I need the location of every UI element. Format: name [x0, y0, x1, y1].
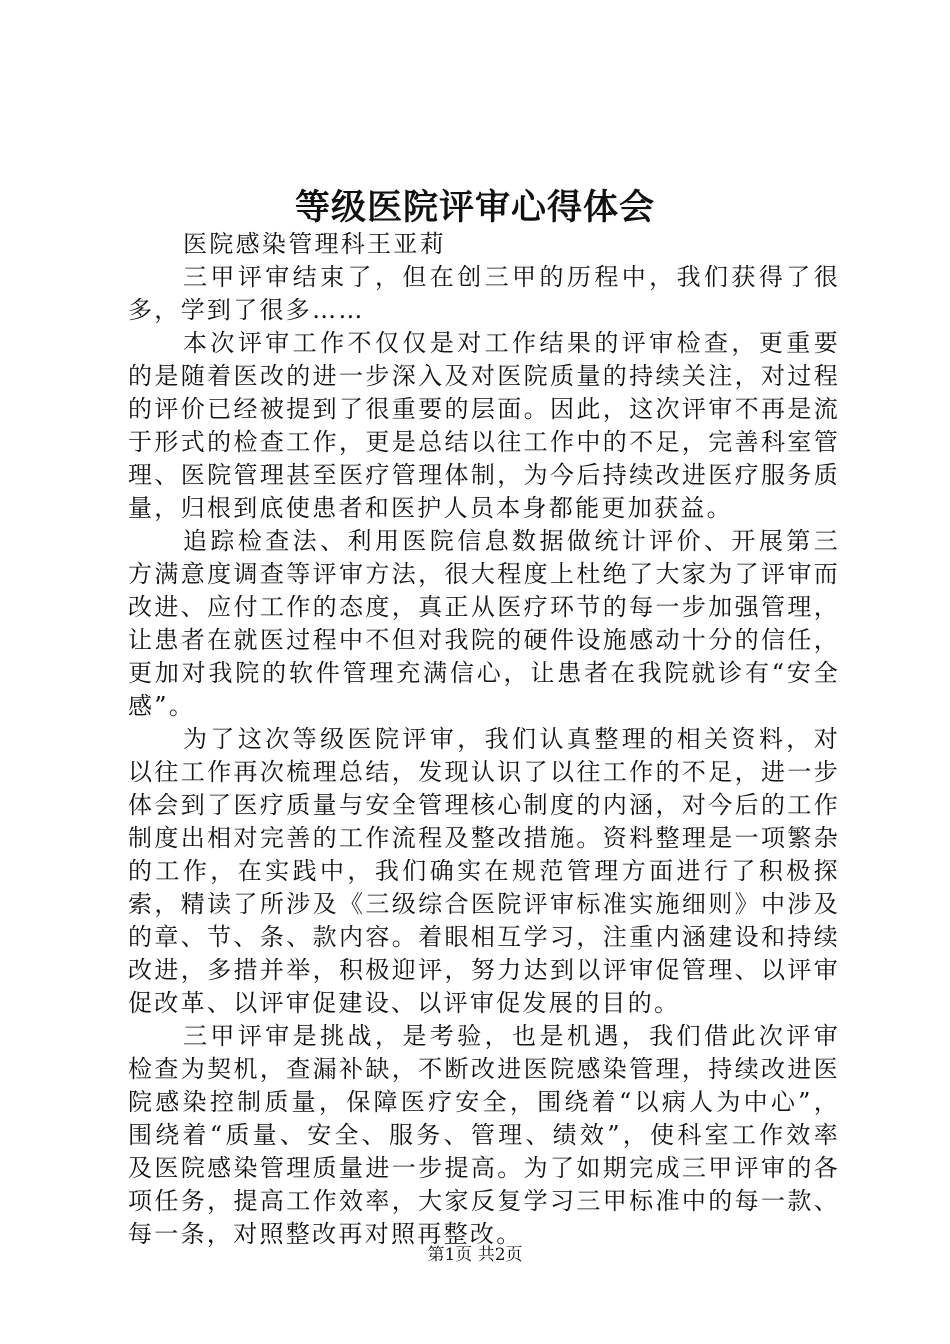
author-line: 医院感染管理科王亚莉: [183, 230, 446, 258]
paragraph: 三甲评审结束了，但在创三甲的历程中，我们获得了很多，学到了很多……: [128, 263, 840, 324]
paragraph: 本次评审工作不仅仅是对工作结果的评审检查，更重要的是随着医改的进一步深入及对医院质量的持续关注，对过程的评价已经被提到了很重要的层面。因此，这次评审不再是流于形式的检查工作，更是总结以往工作中的不足，完善科室管理、医院管理甚至医疗管理体制，为今后持续改进医疗服务质量，归根到底使患者和医护人员本身都能更加获益。: [128, 329, 840, 522]
paragraph: 追踪检查法、利用医院信息数据做统计评价、开展第三方满意度调查等评审方法，很大程度上杜绝了大家为了评审而改进、应付工作的态度，真正从医疗环节的每一步加强管理，让患者在就医过程中不但对我院的硬件设施感动十分的信任，更加对我院的软件管理充满信心，让患者在我院就诊有“安全感”。: [128, 527, 840, 720]
paragraph: 为了这次等级医院评审，我们认真整理的相关资料，对以往工作再次梳理总结，发现认识了以往工作的不足，进一步体会到了医疗质量与安全管理核心制度的内涵，对今后的工作制度出相对完善的工作流程及整改措施。资料整理是一项繁杂的工作，在实践中，我们确实在规范管理方面进行了积极探索，精读了所涉及《三级综合医院评审标准实施细则》中涉及的章、节、条、款内容。着眼相互学习，注重内涵建设和持续改进，多措并举，积极迎评，努力达到以评审促管理、以评审促改革、以评审促建设、以评审促发展的目的。: [128, 725, 840, 1017]
document-body: [128, 228, 840, 1251]
document-title: 等级医院评审心得体会: [294, 187, 655, 228]
paragraph: 三甲评审是挑战，是考验，也是机遇，我们借此次评审检查为契机，查漏补缺，不断改进医院感染管理，持续改进医院感染控制质量，保障医疗安全，围绕着“以病人为中心”，围绕着“质量、安全、服务、管理、绩效”，使科室工作效率及医院感染管理质量进一步提高。为了如期完成三甲评审的各项任务，提高工作效率，大家反复学习三甲标准中的每一款、每一条，对照整改再对照再整改。: [128, 1022, 840, 1248]
page-number-footer: 第1页 共2页: [427, 1245, 523, 1265]
